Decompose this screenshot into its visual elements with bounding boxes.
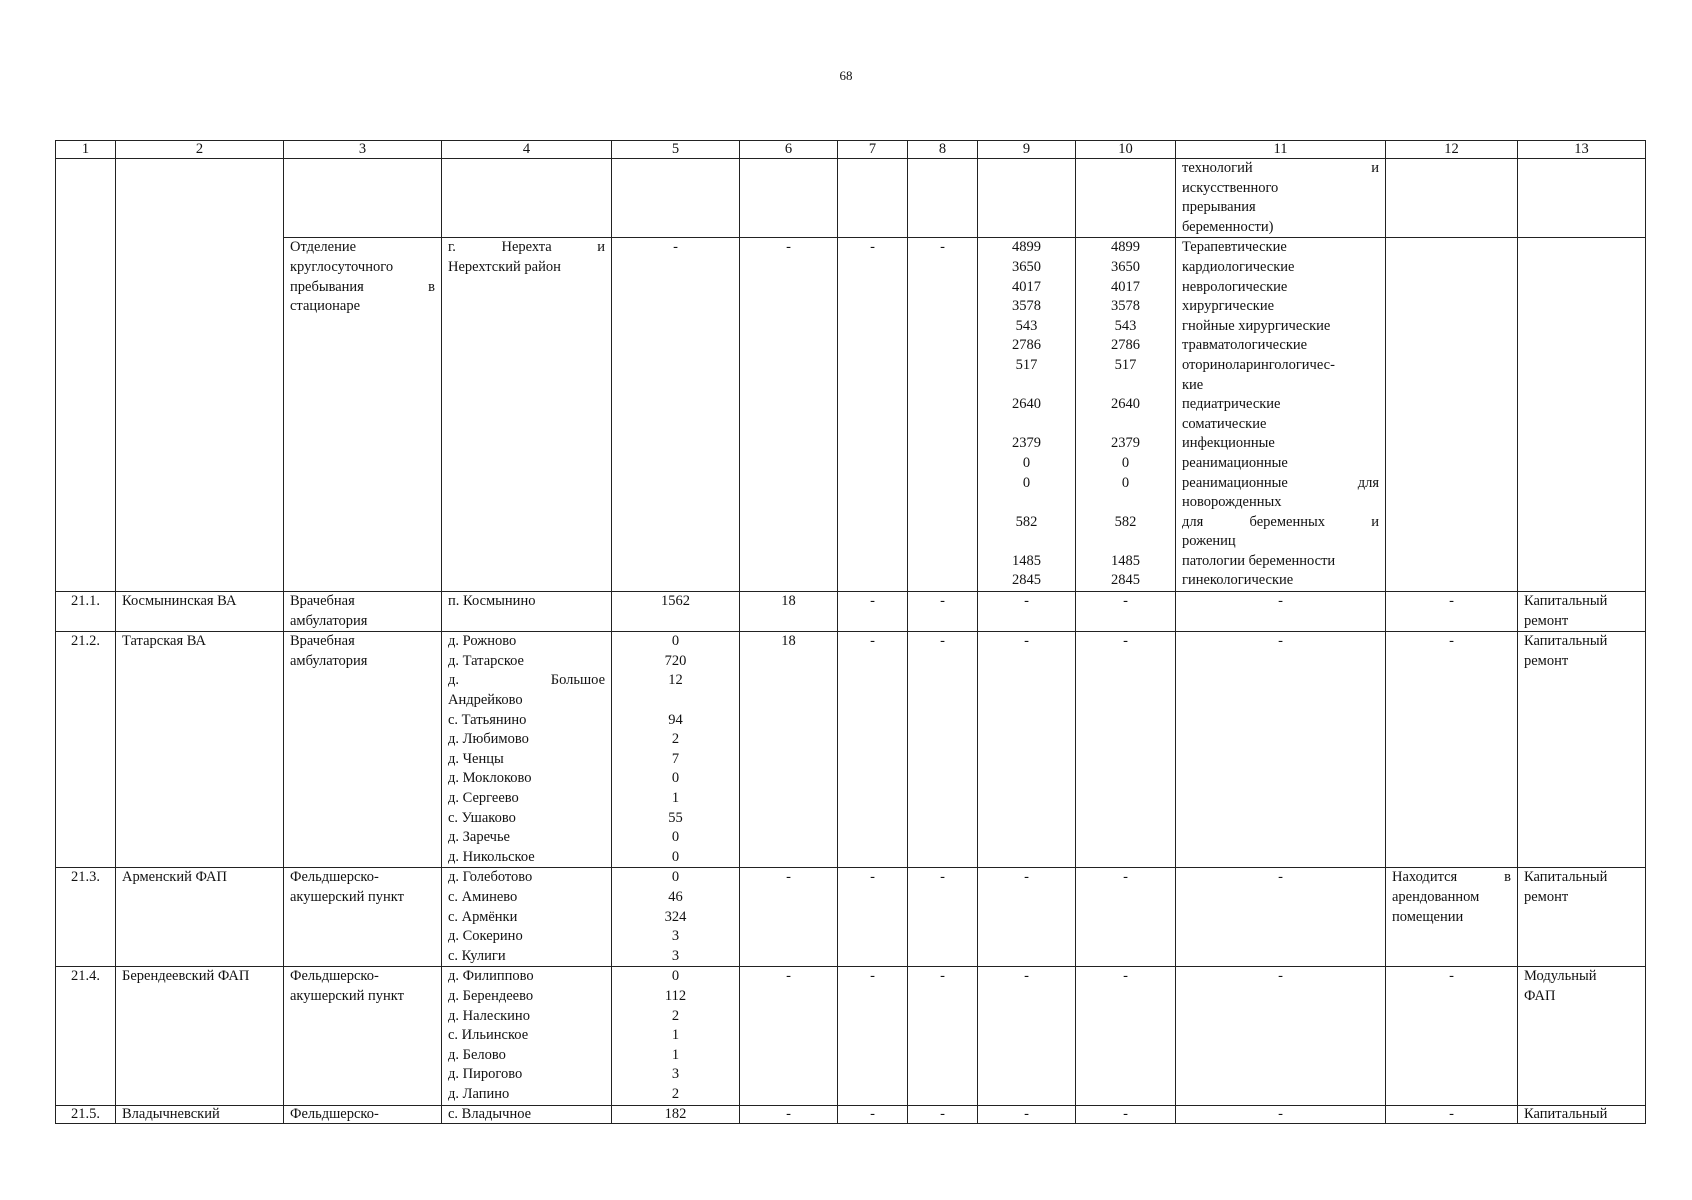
planned-action: Капитальный ремонт	[1518, 592, 1646, 632]
premises-note: -	[1386, 632, 1518, 868]
premises-note: -	[1386, 1105, 1518, 1123]
premises-note: Находится в арендованном помещении	[1386, 868, 1518, 967]
col-header-7: 7	[838, 141, 908, 159]
dash-cell: -	[908, 632, 978, 868]
cell-empty	[978, 159, 1076, 238]
dash-cell: -	[978, 1105, 1076, 1123]
cell-empty	[284, 159, 442, 238]
dash-cell: -	[1076, 967, 1176, 1105]
dash-cell: -	[838, 632, 908, 868]
population: 182	[612, 1105, 740, 1123]
col6-value: 18	[740, 592, 838, 632]
dash-cell: -	[838, 238, 908, 592]
dash-cell: -	[1176, 1105, 1386, 1123]
settlements: п. Космынино	[442, 592, 612, 632]
table-row	[56, 868, 1646, 967]
inpatient-department-row	[56, 238, 1646, 592]
dash-cell: -	[838, 967, 908, 1105]
dash-cell: -	[1176, 967, 1386, 1105]
facility-name: Татарская ВА	[116, 632, 284, 868]
facility-name: Арменский ФАП	[116, 868, 284, 967]
dash-cell: -	[740, 238, 838, 592]
facility-type: Врачебная амбулатория	[284, 632, 442, 868]
row-number: 21.3.	[56, 868, 116, 967]
dash-cell: -	[1076, 1105, 1176, 1123]
cell-empty	[1518, 238, 1646, 592]
facility-type: Врачебная амбулатория	[284, 592, 442, 632]
table-row	[56, 632, 1646, 868]
cell-empty	[442, 159, 612, 238]
beds-col10: 4899 3650 4017 3578 543 2786 517 2640 2379 0 0 582 1485 2845	[1076, 238, 1176, 592]
dash-cell: -	[908, 967, 978, 1105]
col6-value: -	[740, 868, 838, 967]
facility-type: Фельдшерско- акушерский пункт	[284, 868, 442, 967]
dash-cell: -	[978, 632, 1076, 868]
col-header-10: 10	[1076, 141, 1176, 159]
cell-empty	[56, 159, 116, 592]
cell-empty	[1386, 238, 1518, 592]
dash-cell: -	[908, 238, 978, 592]
dash-cell: -	[612, 238, 740, 592]
col-header-6: 6	[740, 141, 838, 159]
cell-empty	[908, 159, 978, 238]
dash-cell: -	[1176, 592, 1386, 632]
col-header-12: 12	[1386, 141, 1518, 159]
dash-cell: -	[1176, 632, 1386, 868]
cell-empty	[116, 159, 284, 592]
row-number: 21.2.	[56, 632, 116, 868]
dash-cell: -	[978, 868, 1076, 967]
department-area: г. Нерехта и Нерехтский район	[442, 238, 612, 592]
premises-note: -	[1386, 967, 1518, 1105]
col-header-11: 11	[1176, 141, 1386, 159]
profile-continuation-text: технологий и искусственного прерывания беременности)	[1176, 159, 1386, 238]
beds-col9: 4899 3650 4017 3578 543 2786 517 2640 2379 0 0 582 1485 2845	[978, 238, 1076, 592]
planned-action: Капитальный	[1518, 1105, 1646, 1123]
col-header-3: 3	[284, 141, 442, 159]
col-header-13: 13	[1518, 141, 1646, 159]
dash-cell: -	[1076, 632, 1176, 868]
planned-action: Модульный ФАП	[1518, 967, 1646, 1105]
dash-cell: -	[908, 592, 978, 632]
facility-type: Фельдшерско-	[284, 1105, 442, 1123]
col-header-1: 1	[56, 141, 116, 159]
dash-cell: -	[838, 592, 908, 632]
dash-cell: -	[978, 967, 1076, 1105]
cell-empty	[1386, 159, 1518, 238]
premises-note: -	[1386, 592, 1518, 632]
cell-empty	[740, 159, 838, 238]
population: 0 112 2 1 1 3 2	[612, 967, 740, 1105]
planned-action: Капитальный ремонт	[1518, 632, 1646, 868]
col6-value: -	[740, 1105, 838, 1123]
table-row	[56, 1105, 1646, 1123]
page-number: 68	[839, 68, 853, 83]
cell-empty	[1076, 159, 1176, 238]
dash-cell: -	[1076, 592, 1176, 632]
planned-action: Капитальный ремонт	[1518, 868, 1646, 967]
population: 0 46 324 3 3	[612, 868, 740, 967]
col6-value: 18	[740, 632, 838, 868]
col-header-2: 2	[116, 141, 284, 159]
settlements: с. Владычное	[442, 1105, 612, 1123]
table-row	[56, 592, 1646, 632]
dash-cell: -	[838, 868, 908, 967]
col-header-5: 5	[612, 141, 740, 159]
dash-cell: -	[978, 592, 1076, 632]
col-header-4: 4	[442, 141, 612, 159]
dash-cell: -	[838, 1105, 908, 1123]
settlements: д. Филиппово д. Берендеево д. Налескино с. Ильинское д. Белово д. Пирогово д. Лапино	[442, 967, 612, 1105]
continuation-row	[56, 159, 1646, 238]
settlements: д. Голеботово с. Аминево с. Армёнки д. Сокерино с. Кулиги	[442, 868, 612, 967]
cell-empty	[612, 159, 740, 238]
col6-value: -	[740, 967, 838, 1105]
facility-type: Фельдшерско- акушерский пункт	[284, 967, 442, 1105]
row-number: 21.1.	[56, 592, 116, 632]
dash-cell: -	[1076, 868, 1176, 967]
column-number-header-row	[56, 141, 1646, 159]
facility-name: Космынинская ВА	[116, 592, 284, 632]
dash-cell: -	[908, 868, 978, 967]
dash-cell: -	[908, 1105, 978, 1123]
settlements: д. Рожново д. Татарское д. Большое Андрейково с. Татьянино д. Любимово д. Ченцы д. Моклоково д. Сергеево с. Ушаково д. Заречье д. Никольское	[442, 632, 612, 868]
facility-name: Берендеевский ФАП	[116, 967, 284, 1105]
population: 1562	[612, 592, 740, 632]
cell-empty	[838, 159, 908, 238]
col-header-8: 8	[908, 141, 978, 159]
row-number: 21.4.	[56, 967, 116, 1105]
cell-empty	[1518, 159, 1646, 238]
dash-cell: -	[1176, 868, 1386, 967]
population: 0 720 12 94 2 7 0 1 55 0 0	[612, 632, 740, 868]
bed-profiles: Терапевтические кардиологические неврологические хирургические гнойные хирургические травматологические оториноларингологичес- кие педиатрические соматические инфекционные реанимационные реанимационные для новорожденных для беременных и рожениц патологии беременности гинекологические	[1176, 238, 1386, 592]
facilities-table	[55, 140, 1646, 1124]
facility-name: Владычневский	[116, 1105, 284, 1123]
department-name: Отделение круглосуточного пребывания в стационаре	[284, 238, 442, 592]
col-header-9: 9	[978, 141, 1076, 159]
table-row	[56, 967, 1646, 1105]
row-number: 21.5.	[56, 1105, 116, 1123]
